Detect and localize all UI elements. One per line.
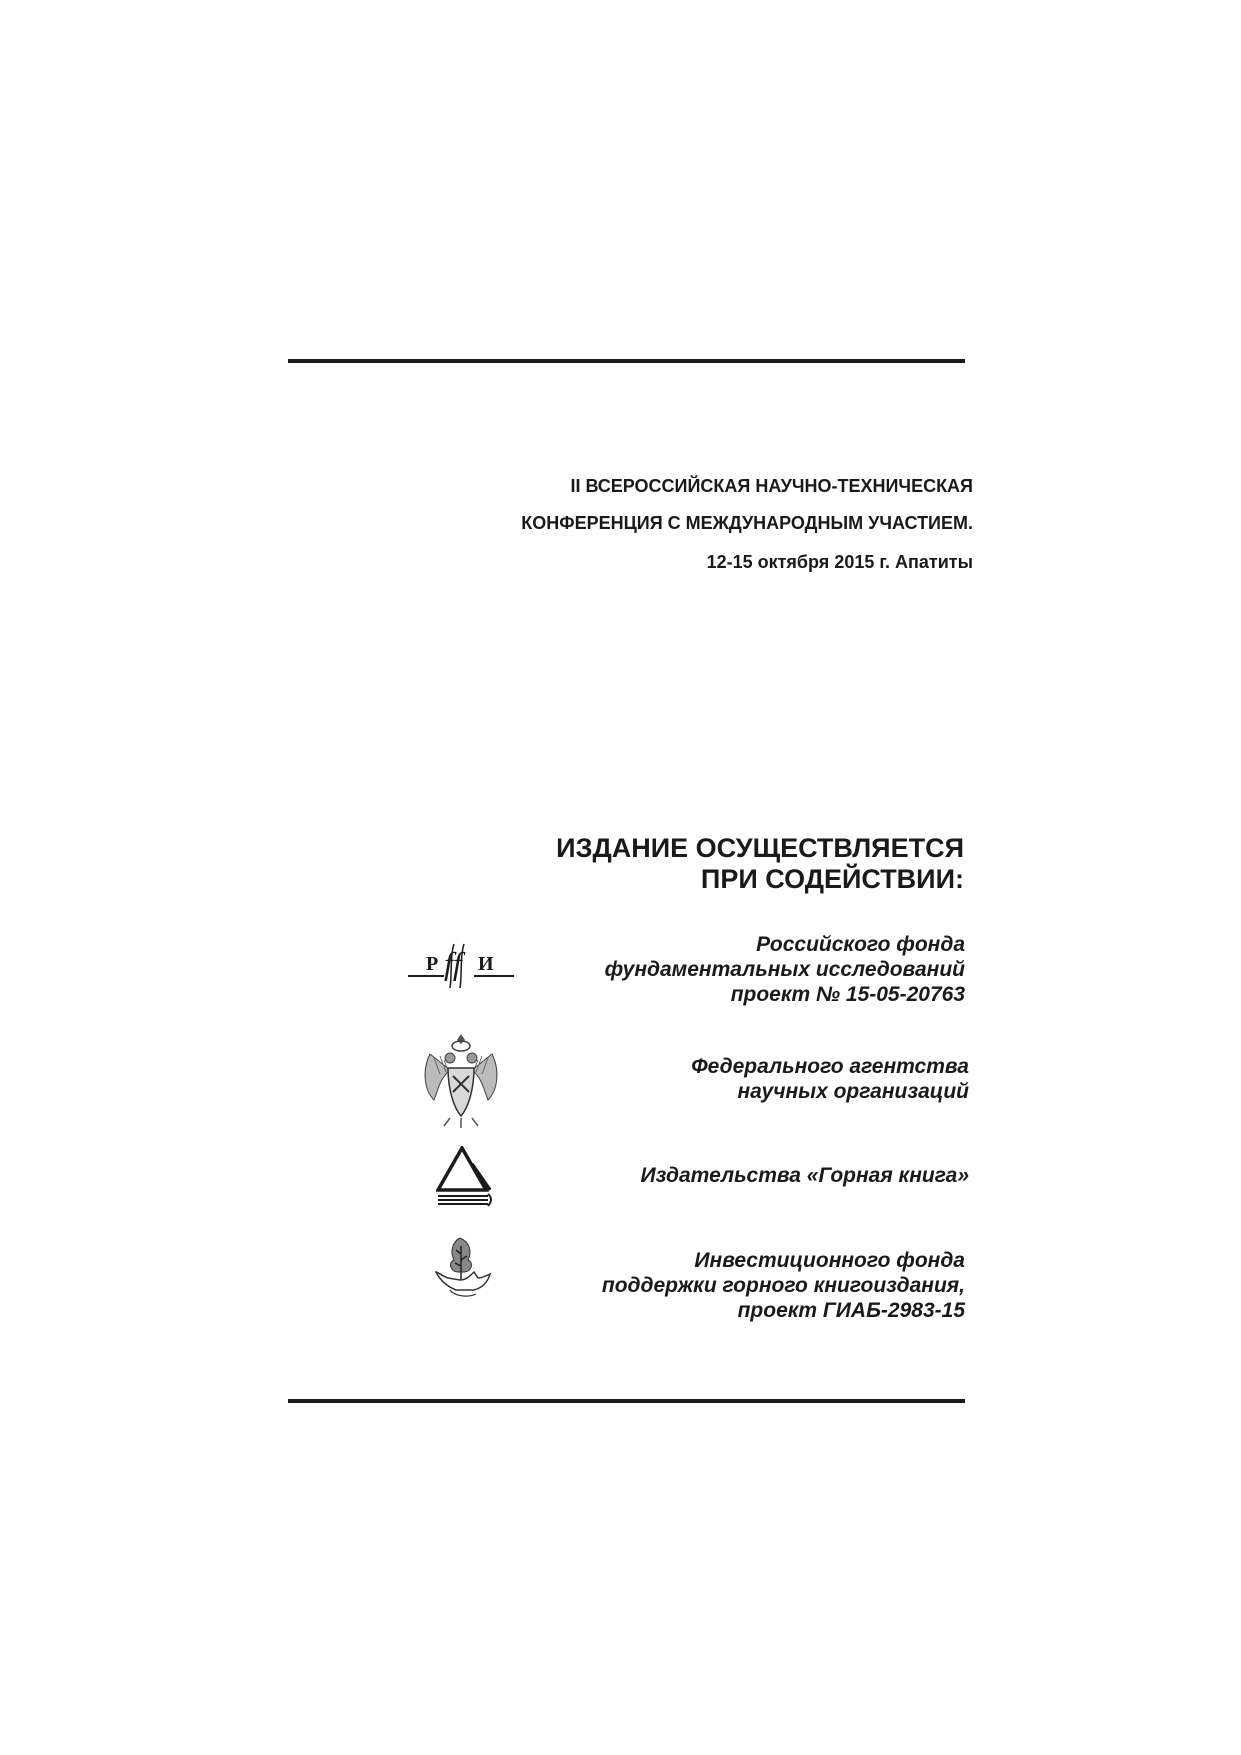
rffi-logo [406, 936, 516, 992]
sponsor-investment-fund-line-1: Инвестиционного фонда [694, 1249, 965, 1272]
conference-date-place: 12-15 октября 2015 г. Апатиты [706, 552, 973, 572]
sponsor-rffi [605, 932, 965, 1007]
conference-title-line-1: II ВСЕРОССИЙСКАЯ НАУЧНО-ТЕХНИЧЕСКАЯ [570, 476, 973, 496]
triangle-book-logo-icon [436, 1146, 496, 1208]
sponsor-rffi-line-1: Российского фонда [756, 933, 965, 956]
sponsor-investment-fund-line-3: проект ГИАБ-2983-15 [737, 1299, 965, 1322]
svg-text:ff: ff [444, 945, 462, 981]
bottom-rule [288, 1399, 965, 1403]
hand-holding-tree-icon [430, 1232, 494, 1304]
sponsor-rffi-line-2: фундаментальных исследований [604, 958, 965, 981]
svg-text:И: И [478, 953, 494, 975]
double-headed-eagle-emblem-icon [420, 1030, 502, 1130]
conference-title-line-2: КОНФЕРЕНЦИЯ С МЕЖДУНАРОДНЫМ УЧАСТИЕМ. [521, 513, 973, 533]
sponsor-fano [691, 1054, 969, 1104]
sponsor-fano-line-2: научных организаций [737, 1080, 969, 1103]
support-heading-line-2: ПРИ СОДЕЙСТВИИ: [700, 864, 964, 894]
sponsor-investment-fund-line-2: поддержки горного книгоиздания, [601, 1274, 965, 1297]
support-heading [556, 833, 964, 895]
sponsor-gornaya-kniga-line-1: Издательства «Горная книга» [640, 1164, 969, 1187]
sponsor-rffi-line-3: проект № 15-05-20763 [730, 983, 965, 1006]
top-rule [288, 359, 965, 363]
sponsor-investment-fund [602, 1248, 965, 1323]
support-heading-line-1: ИЗДАНИЕ ОСУЩЕСТВЛЯЕТСЯ [556, 833, 964, 863]
svg-text:Р: Р [426, 953, 439, 975]
sponsor-fano-line-1: Федерального агентства [691, 1055, 969, 1078]
sponsor-gornaya-kniga [640, 1163, 969, 1188]
